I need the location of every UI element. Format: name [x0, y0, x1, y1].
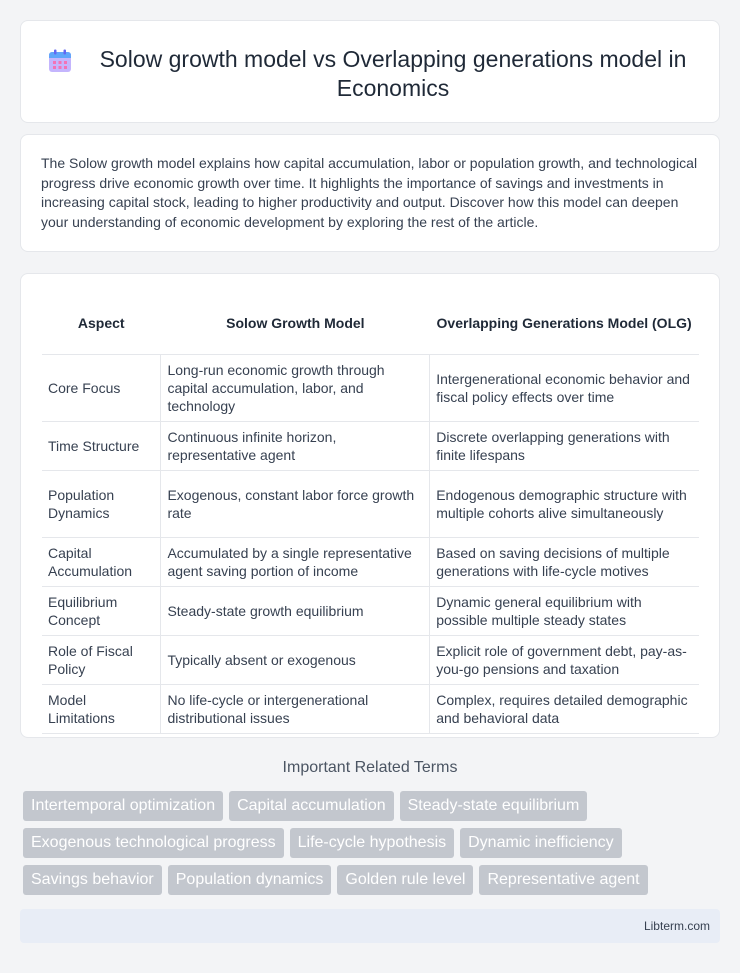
table-row — [42, 354, 699, 421]
header-olg: Overlapping Generations Model (OLG) — [430, 292, 699, 354]
row-olg: Dynamic general equilibrium with possible multiple steady states — [430, 586, 699, 635]
calendar-icon — [47, 48, 73, 74]
row-olg: Discrete overlapping generations with finite lifespans — [430, 421, 699, 470]
row-olg: Complex, requires detailed demographic and behavioral data — [430, 684, 699, 733]
tag-steady-state-equilibrium[interactable]: Steady-state equilibrium — [400, 791, 588, 821]
header-solow: Solow Growth Model — [161, 292, 430, 354]
table-row — [42, 586, 699, 635]
row-solow: Accumulated by a single representative agent saving portion of income — [161, 537, 430, 586]
header-card — [20, 20, 720, 123]
tag-capital-accumulation[interactable]: Capital accumulation — [229, 791, 394, 821]
row-aspect: Capital Accumulation — [42, 537, 161, 586]
table-row — [42, 470, 699, 537]
page-title: Solow growth model vs Overlapping generations model in Economics — [99, 46, 687, 101]
footer — [20, 909, 720, 943]
tag-savings-behavior[interactable]: Savings behavior — [23, 865, 162, 895]
tag-life-cycle-hypothesis[interactable]: Life-cycle hypothesis — [290, 828, 455, 858]
row-solow: Exogenous, constant labor force growth rate — [161, 470, 430, 537]
tag-population-dynamics[interactable]: Population dynamics — [168, 865, 332, 895]
row-solow: Steady-state growth equilibrium — [161, 586, 430, 635]
related-terms-title: Important Related Terms — [282, 759, 458, 776]
table-row — [42, 421, 699, 470]
row-olg: Intergenerational economic behavior and fiscal policy effects over time — [430, 354, 699, 421]
row-aspect: Role of Fiscal Policy — [42, 635, 161, 684]
intro-card — [20, 134, 720, 252]
comparison-card — [20, 273, 720, 738]
row-solow: Long-run economic growth through capital accumulation, labor, and technology — [161, 354, 430, 421]
table-row — [42, 537, 699, 586]
table-row — [42, 684, 699, 733]
intro-text: The Solow growth model explains how capital accumulation, labor or population growth, and technological progress drive economic growth over time. It highlights the importance of savings and investments in increasing capital stock, leading to higher productivity and output. Discover how this model can deepen your understanding of economic development by exploring the rest of the article. — [41, 155, 698, 230]
tag-dynamic-inefficiency[interactable]: Dynamic inefficiency — [460, 828, 622, 858]
row-aspect: Time Structure — [42, 421, 161, 470]
tag-representative-agent[interactable]: Representative agent — [479, 865, 647, 895]
row-olg: Explicit role of government debt, pay-as-you-go pensions and taxation — [430, 635, 699, 684]
row-aspect: Equilibrium Concept — [42, 586, 161, 635]
table-row — [42, 635, 699, 684]
row-aspect: Core Focus — [42, 354, 161, 421]
row-solow: No life-cycle or intergenerational distributional issues — [161, 684, 430, 733]
row-aspect: Population Dynamics — [42, 470, 161, 537]
row-solow: Typically absent or exogenous — [161, 635, 430, 684]
tag-golden-rule-level[interactable]: Golden rule level — [337, 865, 473, 895]
header-aspect: Aspect — [42, 292, 161, 354]
comparison-table — [42, 292, 699, 734]
row-solow: Continuous infinite horizon, representative agent — [161, 421, 430, 470]
tag-intertemporal-optimization[interactable]: Intertemporal optimization — [23, 791, 223, 821]
row-olg: Based on saving decisions of multiple generations with life-cycle motives — [430, 537, 699, 586]
tag-exogenous-technological-progress[interactable]: Exogenous technological progress — [23, 828, 284, 858]
row-aspect: Model Limitations — [42, 684, 161, 733]
table-header-row — [42, 292, 699, 354]
row-olg: Endogenous demographic structure with multiple cohorts alive simultaneously — [430, 470, 699, 537]
footer-site-link[interactable]: Libterm.com — [643, 919, 710, 933]
related-terms-list — [23, 791, 723, 895]
